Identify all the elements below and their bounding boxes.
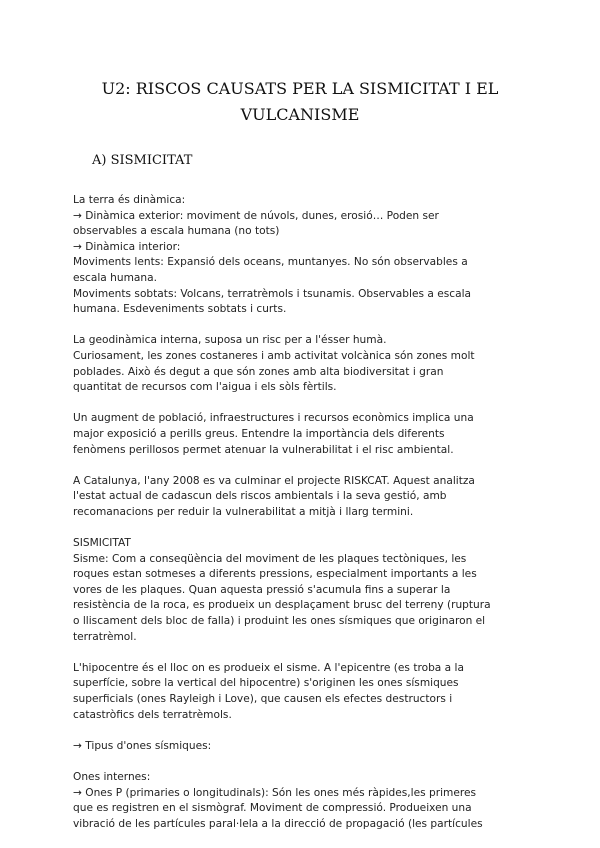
text-line: terratrèmol.	[73, 630, 137, 643]
text-line: resistència de la roca, es produeix un desplaçament brusc del terreny (ruptura	[73, 599, 491, 612]
text-line: l'estat actual de cadascun dels riscos ambientals i la seva gestió, amb	[73, 490, 447, 503]
text-line: → Dinàmica exterior: moviment de núvols, dunes, erosió… Poden ser	[73, 209, 439, 222]
text-line: que es registren en el sismògraf. Moviment de compressió. Produeixen una	[73, 802, 472, 815]
text-line: escala humana.	[73, 271, 157, 284]
text-line: Sisme: Com a conseqüència del moviment de les plaques tectòniques, les	[73, 552, 467, 565]
text-line: Moviments lents: Expansió dels oceans, muntanyes. No són observables a	[73, 256, 468, 269]
text-line: catastròfics dels terratrèmols.	[73, 708, 232, 721]
paragraph	[73, 661, 523, 723]
text-line: recomanacions per reduir la vulnerabilitat a mitjà i llarg termini.	[73, 505, 414, 518]
text-line: superfície, sobre la vertical del hipocentre) s'originen les ones sísmiques	[73, 677, 459, 690]
document-body	[73, 193, 523, 848]
text-line: major exposició a perills greus. Entendre la importància dels diferents	[73, 427, 445, 440]
paragraph	[73, 474, 523, 521]
text-line: superficials (ones Rayleigh i Love), que causen els efectes destructors i	[73, 693, 453, 705]
text-line: A Catalunya, l'any 2008 es va culminar el projecte RISKCAT. Aquest analitza	[73, 474, 475, 487]
title-line: U2: RISCOS CAUSATS PER LA SISMICITAT I EL	[101, 79, 499, 98]
text-line: vibració de les partícules paral·lela a la direcció de propagació (les partícules	[73, 817, 483, 830]
text-line: Curiosament, les zones costaneres i amb activitat volcànica són zones molt	[73, 349, 475, 362]
text-line: La geodinàmica interna, suposa un risc per a l'ésser humà.	[73, 334, 387, 347]
text-line: L'hipocentre és el lloc on es produeix el sisme. A l'epicentre (es troba a la	[73, 661, 464, 674]
text-line: Ones internes:	[73, 770, 151, 783]
text-line: SISMICITAT	[73, 537, 131, 550]
text-line: observables a escala humana (no tots)	[73, 225, 280, 238]
text-line: o lliscament dels bloc de falla) i produint les ones sísmiques que originaron el	[73, 615, 486, 628]
paragraph	[73, 333, 523, 395]
text-line: humana. Esdeveniments sobtats i curts.	[73, 303, 287, 316]
paragraph	[73, 411, 523, 458]
text-line: → Dinàmica interior:	[73, 240, 181, 253]
title-line: VULCANISME	[240, 105, 360, 124]
text-line: roques estan sotmeses a diferents pressions, especialment importants a les	[73, 568, 477, 581]
paragraph	[73, 770, 523, 832]
text-line: fenòmens perillosos permet atenuar la vulnerabilitat i el risc ambiental.	[73, 443, 454, 456]
page-title	[70, 76, 530, 128]
text-line: quantitat de recursos com l'aigua i els sòls fèrtils.	[73, 381, 337, 394]
text-line: → Tipus d'ones sísmiques:	[73, 739, 212, 752]
text-line: Moviments sobtats: Volcans, terratrèmols i tsunamis. Observables a escala	[73, 287, 472, 300]
text-line: Un augment de població, infraestructures i recursos econòmics implica una	[73, 412, 474, 425]
text-line: vores de les plaques. Quan aquesta pressió s'acumula fins a superar la	[73, 583, 451, 596]
text-line: → Ones P (primaries o longitudinals): Són les ones més ràpides,les primeres	[73, 786, 477, 799]
paragraph	[73, 536, 523, 645]
section-heading: A) SISMICITAT	[92, 153, 193, 168]
text-line: La terra és dinàmica:	[73, 194, 186, 206]
text-line: poblades. Això és degut a que són zones amb alta biodiversitat i gran	[73, 365, 444, 378]
paragraph	[73, 739, 523, 755]
paragraph	[73, 193, 523, 318]
